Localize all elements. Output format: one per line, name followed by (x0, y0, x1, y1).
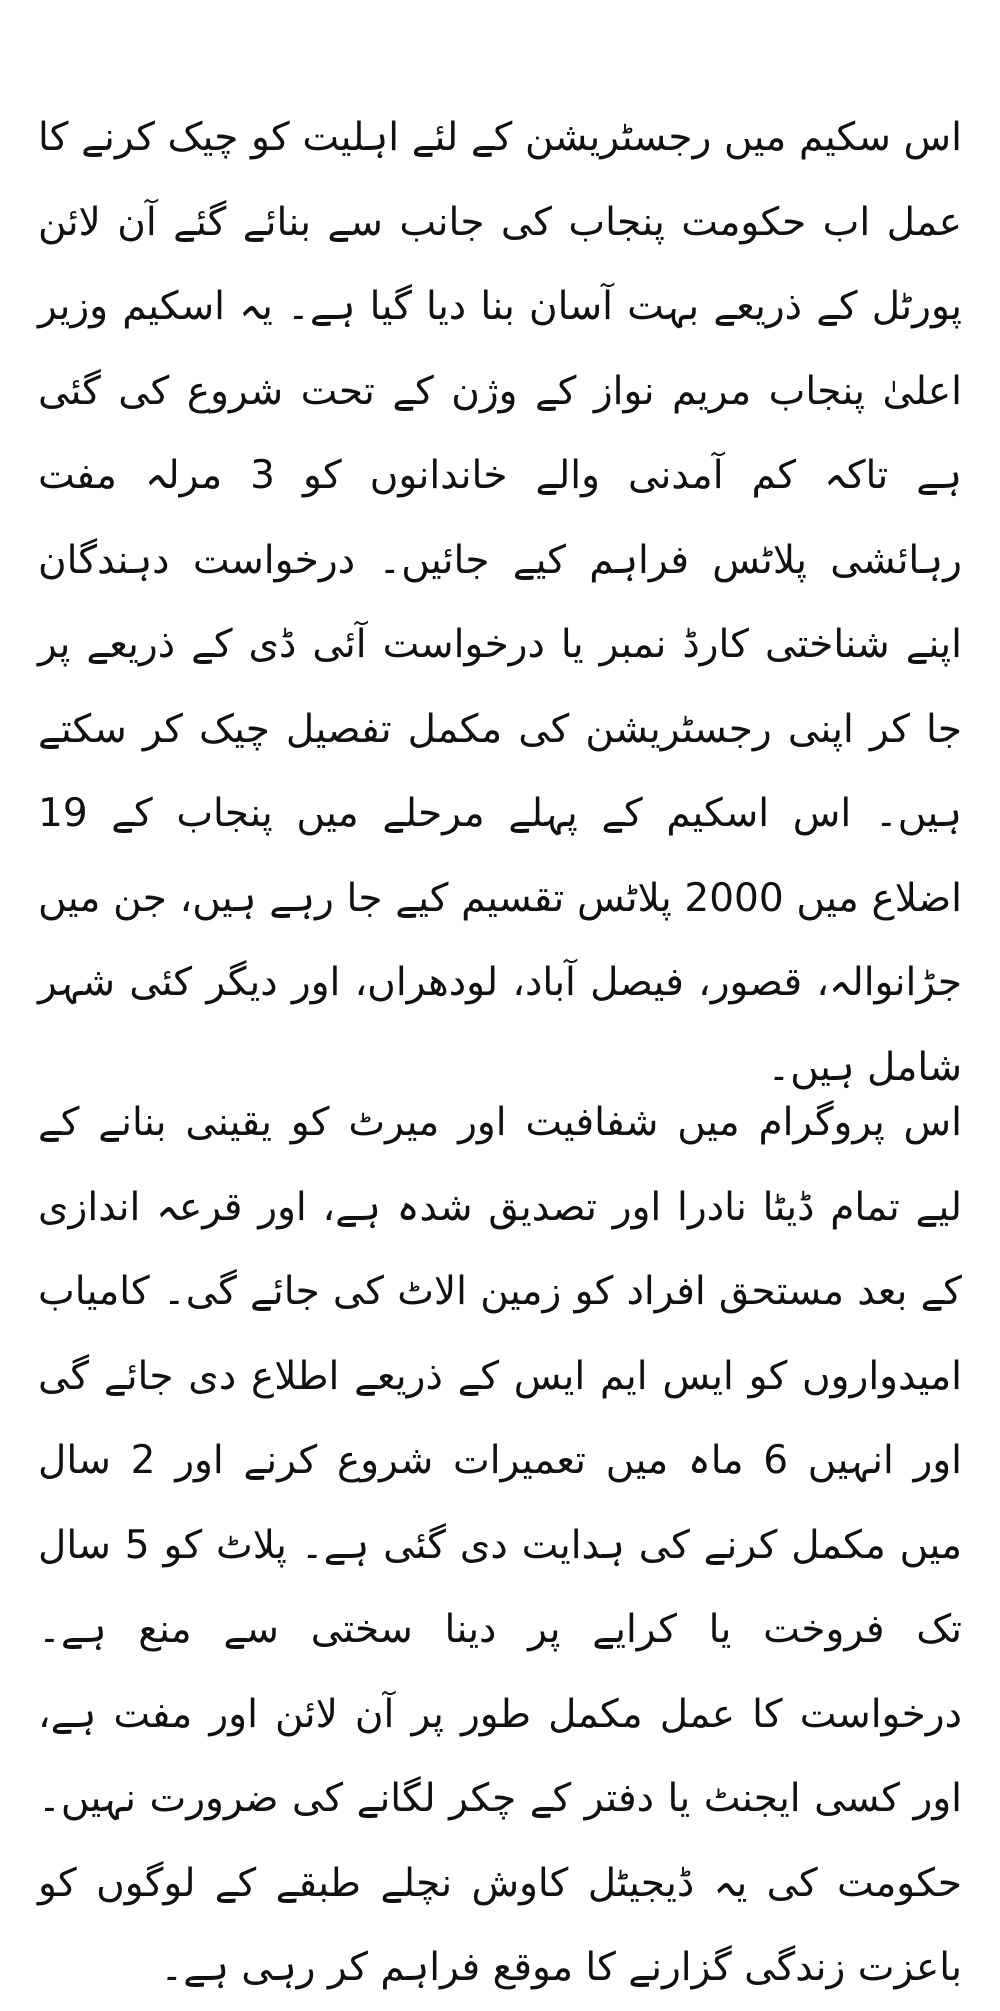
paragraph-program-transparency: اس پروگرام میں شفافیت اور میرٹ کو یقینی بنانے کے لیے تمام ڈیٹا نادرا اور تصدیق شدہ ہے، اور قرعہ اندازی کے بعد مستحق افراد کو زمین الاٹ کی جائے گی۔ کامیاب امیدواروں کو ایس ایم ایس کے ذریعے اطلاع دی جائے گی اور انہیں 6 ماہ میں تعمیرات شروع کرنے اور 2 سال میں مکمل کرنے کی ہدایت دی گئی ہے۔ پلاٹ کو 5 سال تک فروخت یا کرایے پر دینا سختی سے منع ہے۔ درخواست کا عمل مکمل طور پر آن لائن اور مفت ہے، اور کسی ایجنٹ یا دفتر کے چکر لگانے کی ضرورت نہیں۔ حکومت کی یہ ڈیجیٹل کاوش نچلے طبقے کے لوگوں کو باعزت زندگی گزارنے کا موقع فراہم کر رہی ہے۔ (38, 1100, 963, 1990)
paragraph-registration-eligibility: اس سکیم میں رجسٹریشن کے لئے اہلیت کو چیک کرنے کا عمل اب حکومت پنجاب کی جانب سے بنائے گئے آن لائن پورٹل کے ذریعے بہت آسان بنا دیا گیا ہے۔ یہ اسکیم وزیر اعلیٰ پنجاب مریم نواز کے وژن کے تحت شروع کی گئی ہے تاکہ کم آمدنی والے خاندانوں کو 3 مرلہ مفت رہائشی پلاٹس فراہم کیے جائیں۔ درخواست دہندگان اپنے شناختی کارڈ نمبر یا درخواست آئی ڈی کے ذریعے پر جا کر اپنی رجسٹریشن کی مکمل تفصیل چیک کر سکتے ہیں۔ اس اسکیم کے پہلے مرحلے میں پنجاب کے 19 اضلاع میں 2000 پلاٹس تقسیم کیے جا رہے ہیں، جن میں جڑانوالہ، قصور، فیصل آباد، لودھراں، اور دیگر کئی شہر شامل ہیں۔ (38, 115, 962, 1090)
